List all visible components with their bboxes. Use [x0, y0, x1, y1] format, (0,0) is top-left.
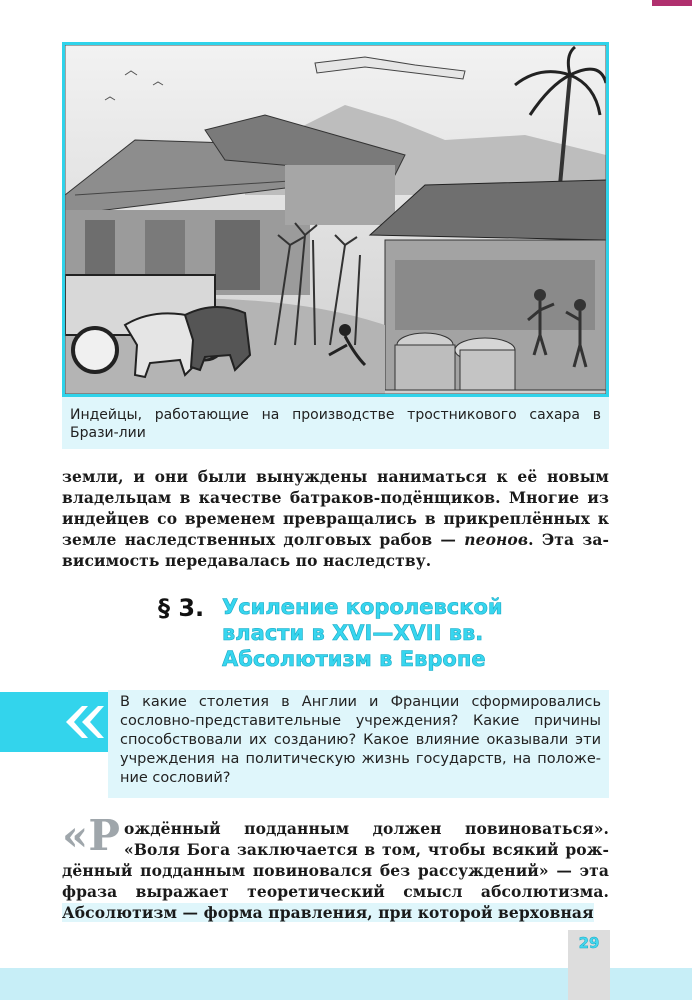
section-number: § 3.	[158, 594, 205, 622]
body-paragraph-2	[62, 811, 609, 923]
corner-tab	[652, 0, 692, 6]
double-chevron-left-icon	[60, 702, 104, 742]
section-title-line-1: Усиление королевской	[222, 595, 503, 619]
dropcap	[62, 811, 121, 860]
paragraph-1-text-end: . Эта за-висимость передавалась по наследству.	[62, 530, 609, 570]
absolutism-definition: Абсолютизм — форма правления, при которой верховная	[62, 903, 594, 922]
figure-caption: Индейцы, работающие на производстве тростникового сахара в Брази-лии	[62, 397, 609, 449]
dropcap-quote: «	[62, 811, 89, 860]
dropcap-letter: Р	[88, 811, 121, 860]
page-number: 29	[578, 934, 600, 952]
section-title-line-3: Абсолютизм в Европе	[222, 647, 486, 671]
body-paragraph-1	[62, 466, 609, 571]
term-peons: пеонов	[464, 530, 529, 549]
review-question-marker	[0, 692, 108, 752]
sugar-mill-illustration	[62, 42, 609, 397]
section-title-line-2: власти в XVI—XVII вв.	[222, 621, 484, 645]
engraving-image	[65, 45, 606, 394]
paragraph-2-text: ождённый подданным должен повиноваться». «Воля Бога заключается в том, чтобы всякий рож-дённый подданным повиновался без рассуждений» — эта фраза выражает теоретический смысл абсолютизма.	[62, 819, 609, 901]
section-title	[222, 594, 612, 672]
section-heading	[158, 594, 608, 674]
review-question-text: В какие столетия в Англии и Франции сформировались сословно-представительные учреждения? Какие причины способствовали их созданию? Какое влияние оказывали эти учреждения на политическую жизнь государств, на положе-ние сословий?	[108, 690, 609, 798]
paragraph-1-text: земли, и они были вынуждены наниматься к её новым владельцам в качестве батраков-подёнщиков. Многие из индейцев со временем превращались в прикреплённых к земле наследственных долговых рабов —	[62, 467, 609, 549]
